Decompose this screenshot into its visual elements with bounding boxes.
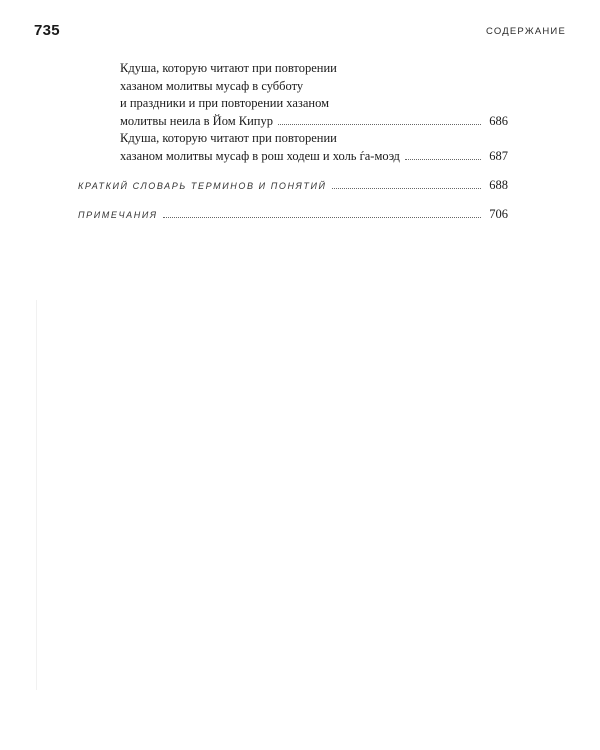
toc-section-title: ПРИМЕЧАНИЯ bbox=[78, 209, 158, 220]
toc-section-line bbox=[78, 206, 508, 225]
toc-entry bbox=[120, 130, 508, 165]
page-number: 735 bbox=[34, 22, 60, 39]
toc-entry-line: хазаном молитвы мусаф в рош ходеш и холь ѓа-моэд bbox=[120, 148, 400, 163]
toc-section-notes bbox=[78, 206, 508, 225]
table-of-contents bbox=[78, 60, 508, 224]
dot-leader bbox=[405, 159, 481, 160]
page-edge-shadow bbox=[36, 300, 37, 690]
toc-page-number: 687 bbox=[489, 148, 508, 163]
toc-entry bbox=[120, 60, 508, 130]
toc-entry-line: и праздники и при повторении хазаном bbox=[120, 96, 330, 110]
running-head: СОДЕРЖАНИЕ bbox=[486, 26, 566, 37]
toc-page-number: 686 bbox=[489, 113, 508, 128]
toc-entry-line: хазаном молитвы мусаф в субботу bbox=[120, 78, 304, 93]
toc-section-line bbox=[78, 177, 508, 196]
dot-leader bbox=[332, 188, 481, 189]
dot-leader bbox=[278, 124, 481, 125]
toc-entry-last-line bbox=[120, 113, 508, 131]
toc-page-number: 688 bbox=[489, 178, 508, 192]
toc-page-number: 706 bbox=[489, 206, 508, 221]
toc-section-glossary bbox=[78, 177, 508, 196]
toc-section-title: КРАТКИЙ СЛОВАРЬ ТЕРМИНОВ И ПОНЯТИЙ bbox=[78, 181, 327, 191]
toc-entry-line: молитвы неила в Йом Кипур bbox=[120, 113, 273, 128]
toc-entry-last-line bbox=[120, 148, 508, 166]
dot-leader bbox=[163, 217, 481, 218]
toc-entry-line: Кдуша, которую читают при повторении bbox=[120, 61, 337, 75]
toc-entry-line: Кдуша, которую читают при повторении bbox=[120, 131, 337, 145]
